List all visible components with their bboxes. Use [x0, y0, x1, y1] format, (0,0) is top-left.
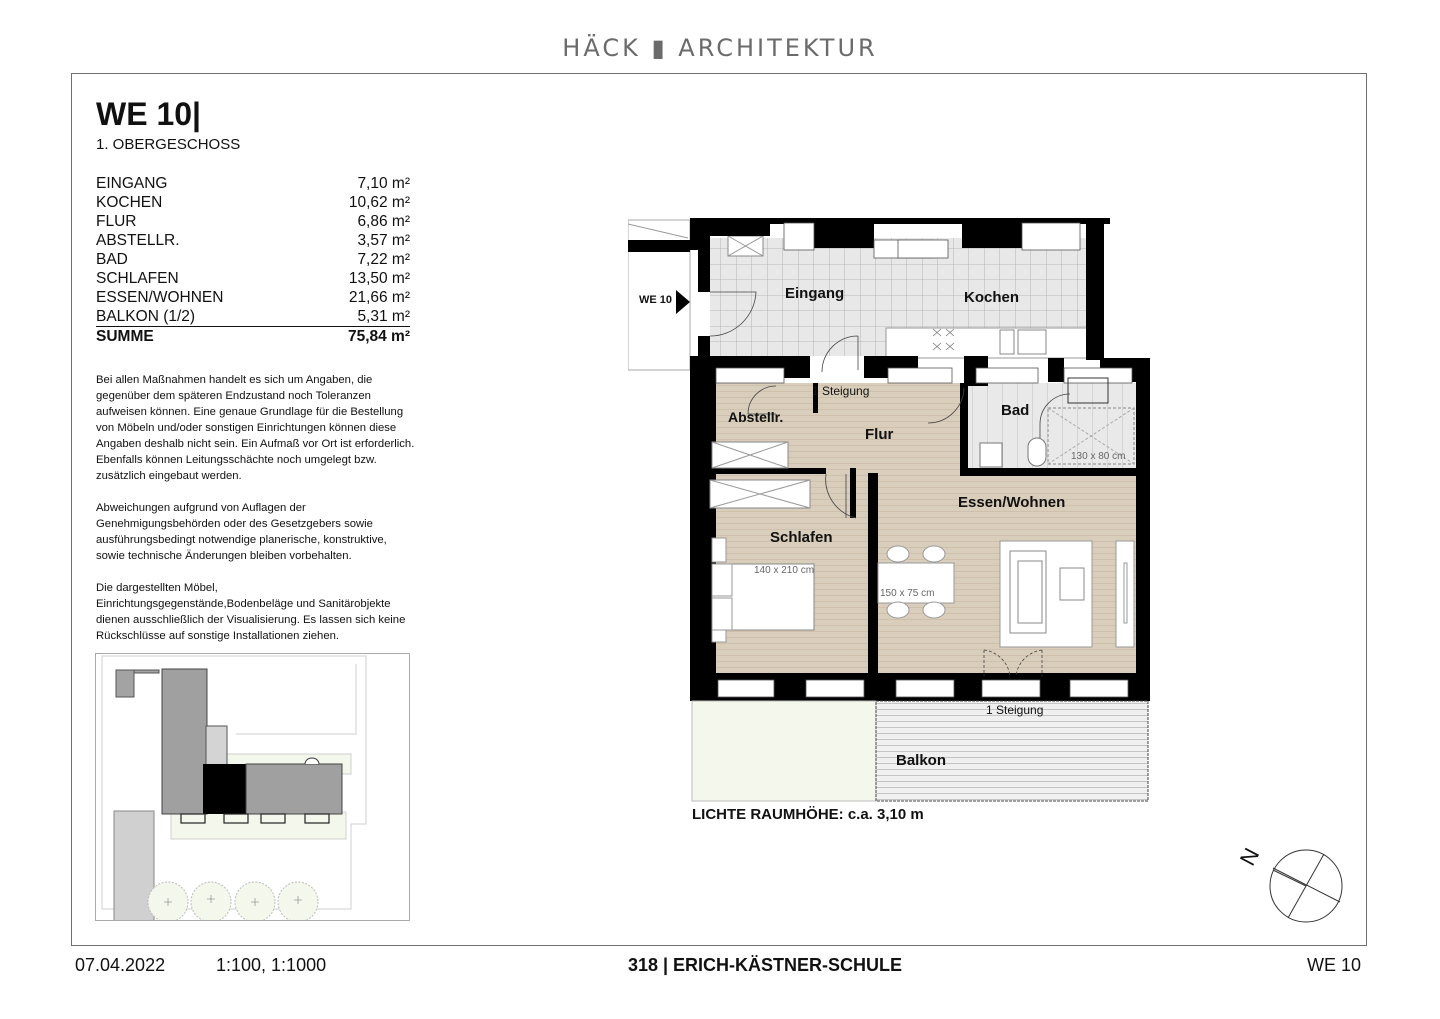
room-label-balkon: Balkon — [896, 752, 947, 769]
table-dimension: 150 x 75 cm — [880, 588, 935, 599]
disclaimer-paragraph-3: Die dargestellten Möbel, Einrichtungsgegenstände,Bodenbeläge und Sanitärobjekte dienen ausschließlich der Visualisierung. Es lassen sich keine Rückschlüsse auf sonstige Installationen ziehen. — [96, 582, 406, 642]
room-label-kochen: Kochen — [964, 289, 1020, 306]
disclaimer-paragraph-1: Bei allen Maßnahmen handelt es sich um Angaben, die gegenüber dem späteren Endzustand noch Toleranzen aufweisen können. Eine genaue Grundlage für die Bestellung von Möbeln und/oder sonstigen Einrichtungen können diese Angaben deshalb nicht sein. Ein Aufmaß vor Ort ist erforderlich. Ebenfalls können Leitungsschächte noch umgelegt bzw. zusätzlich eingebaut werden. — [96, 374, 415, 482]
footer-unit: WE 10 — [1307, 955, 1362, 975]
room-area: 7,22 m² — [357, 251, 410, 268]
room-name: ESSEN/WOHNEN — [96, 289, 224, 306]
room-label-flur: Flur — [865, 426, 894, 443]
room-label-bad: Bad — [1001, 402, 1030, 419]
area-row — [96, 288, 410, 307]
room-name: FLUR — [96, 213, 137, 230]
area-row — [96, 193, 410, 212]
area-row — [96, 231, 410, 250]
footer-scale: 1:100, 1:1000 — [216, 955, 327, 975]
room-name: BAD — [96, 251, 128, 268]
room-area: 21,66 m² — [348, 289, 410, 306]
area-row — [96, 174, 410, 193]
steigung-label-balkon: 1 Steigung — [986, 703, 1044, 717]
room-name: KOCHEN — [96, 194, 163, 211]
compass-icon — [1268, 848, 1344, 924]
ceiling-height: LICHTE RAUMHÖHE: c.a. 3,10 m — [692, 806, 924, 823]
room-label-abstellr: Abstellr. — [728, 409, 784, 425]
shower-dimension: 130 x 80 cm — [1071, 451, 1126, 462]
site-plan-graphic — [96, 654, 409, 920]
brand-logo: HÄCK ▮ ARCHITEKTUR — [562, 34, 878, 62]
room-label-essen-wohnen: Essen/Wohnen — [958, 494, 1066, 511]
room-label-schlafen: Schlafen — [770, 529, 833, 546]
room-name: EINGANG — [96, 175, 168, 192]
site-plan — [95, 653, 410, 921]
floor-plan-graphic — [628, 218, 1152, 803]
steigung-label: 1 Steigung — [812, 384, 870, 398]
room-area: 7,10 m² — [357, 175, 410, 192]
floor-label: 1. OBERGESCHOSS — [96, 136, 241, 153]
room-area: 13,50 m² — [348, 270, 410, 287]
area-row — [96, 307, 410, 327]
room-name: SCHLAFEN — [96, 270, 179, 287]
sum-value: 75,84 m² — [347, 328, 410, 345]
sum-label: SUMME — [96, 328, 154, 345]
room-area: 6,86 m² — [357, 213, 410, 230]
room-label-eingang: Eingang — [785, 285, 845, 302]
area-table — [96, 174, 410, 346]
room-area: 3,57 m² — [357, 232, 410, 249]
floor-plan — [628, 218, 1152, 803]
area-sum-row — [96, 327, 410, 346]
north-compass — [1236, 838, 1356, 928]
footer-date: 07.04.2022 — [75, 955, 166, 975]
area-row — [96, 212, 410, 231]
bed-dimension: 140 x 210 cm — [754, 565, 815, 576]
unit-title: WE 10| — [96, 96, 201, 132]
north-label: N — [1234, 843, 1265, 870]
entry-label: WE 10 — [639, 294, 673, 306]
room-area: 5,31 m² — [357, 308, 410, 325]
room-name: BALKON (1/2) — [96, 308, 196, 325]
area-row — [96, 269, 410, 288]
footer-project: 318 | ERICH-KÄSTNER-SCHULE — [627, 955, 903, 975]
room-name: ABSTELLR. — [96, 232, 180, 249]
room-area: 10,62 m² — [348, 194, 410, 211]
area-row — [96, 250, 410, 269]
disclaimer-paragraph-2: Abweichungen aufgrund von Auflagen der Genehmigungsbehörden oder des Gesetzgebers sowie ausführungsbedingt notwendige planerische, konstruktive, sowie technische Änderungen bleiben vorbehalten. — [96, 502, 387, 562]
